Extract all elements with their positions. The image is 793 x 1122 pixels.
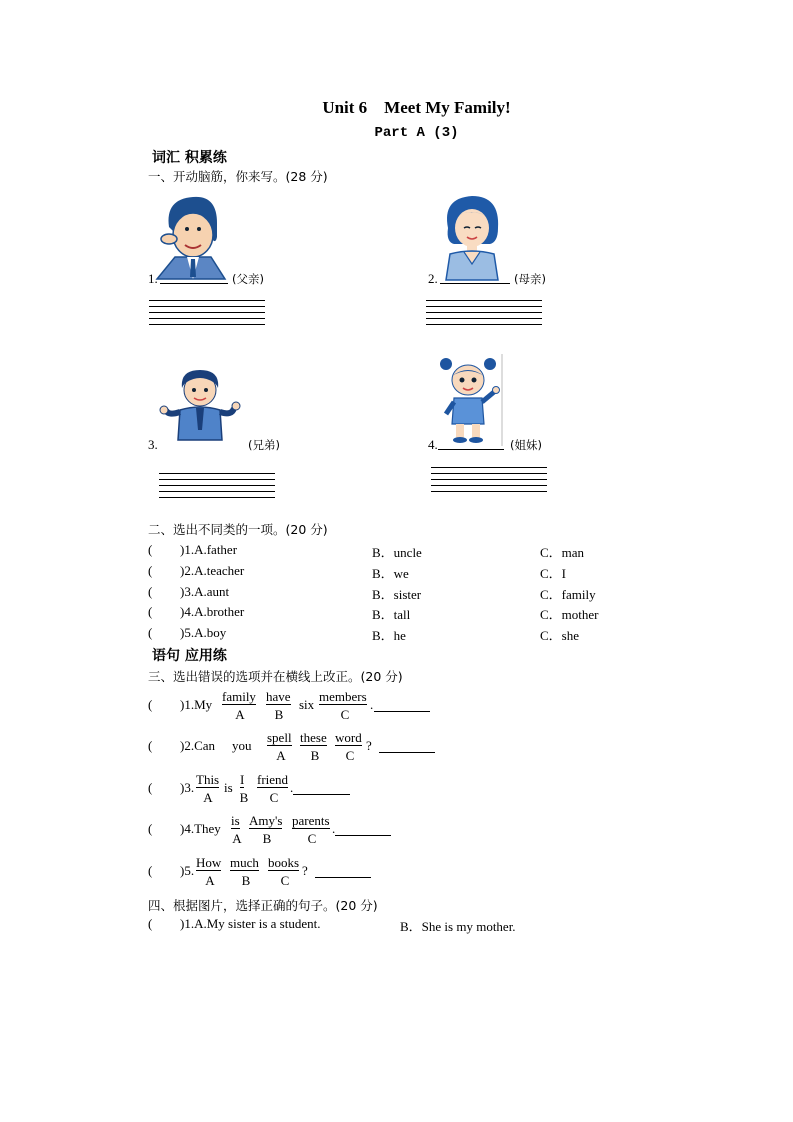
sentence-start: )1.My <box>180 697 213 712</box>
option-a: )1.A.My sister is a student. <box>180 916 321 931</box>
option-c: C．I <box>540 566 567 581</box>
word-c: books <box>268 855 300 870</box>
sentence-end: ? <box>366 738 372 753</box>
item2-number: 2. <box>428 271 438 286</box>
option-b: B．She is my mother. <box>400 919 516 934</box>
answer-paren[interactable]: ( <box>148 625 153 640</box>
sentence-end: . <box>290 780 294 795</box>
section4-heading: 四、根据图片，选择正确的句子。(20 分) <box>148 898 378 913</box>
label-b: B <box>241 873 251 888</box>
category-vocab: 词汇 积累练 <box>152 150 227 166</box>
label-c: C <box>307 831 317 846</box>
option-b: B．tall <box>372 607 411 622</box>
page-title: Unit 6 Meet My Family! <box>322 98 511 117</box>
answer-paren[interactable]: ( <box>148 863 153 878</box>
option-c: C．man <box>540 545 585 560</box>
item1-number: 1. <box>148 271 158 286</box>
sister-picture <box>436 352 506 448</box>
label-b: B <box>239 790 249 805</box>
answer-paren[interactable]: ( <box>148 604 153 619</box>
correction-line[interactable] <box>379 752 435 753</box>
mother-picture <box>440 192 504 282</box>
word-a: How <box>196 855 222 870</box>
option-b: B．uncle <box>372 545 422 560</box>
word-a: is <box>231 813 240 828</box>
word-c: friend <box>257 772 289 787</box>
word-b: I <box>240 772 245 787</box>
option-b: B．we <box>372 566 409 581</box>
option-b: B．sister <box>372 587 422 602</box>
answer-paren[interactable]: ( <box>148 563 153 578</box>
page-subtitle: Part A (3) <box>374 125 459 141</box>
answer-paren[interactable]: ( <box>148 697 153 712</box>
word-b: Amy's <box>249 813 283 828</box>
item4-number: 4. <box>428 437 438 452</box>
section3-heading: 三、选出错误的选项并在横线上改正。(20 分) <box>148 669 403 684</box>
label-c: C <box>280 873 290 888</box>
correction-line[interactable] <box>315 877 371 878</box>
label-a: A <box>276 748 286 763</box>
option-c: C．family <box>540 587 596 602</box>
sentence-end: ? <box>302 863 308 878</box>
label-a: A <box>232 831 242 846</box>
label-b: B <box>310 748 320 763</box>
brother-picture <box>158 366 242 442</box>
option-a: )1.A.father <box>180 542 238 557</box>
word-b: these <box>300 730 327 745</box>
correction-line[interactable] <box>335 835 391 836</box>
answer-paren[interactable]: ( <box>148 738 153 753</box>
option-a: )2.A.teacher <box>180 563 245 578</box>
sentence-mid: is <box>224 780 233 795</box>
option-c: C．mother <box>540 607 599 622</box>
word-c: parents <box>292 813 330 828</box>
answer-paren[interactable]: ( <box>148 780 153 795</box>
option-c: C．she <box>540 628 580 643</box>
option-b: B．he <box>372 628 406 643</box>
sentence-mid: six <box>299 697 315 712</box>
option-a: )5.A.boy <box>180 625 227 640</box>
word-a: spell <box>267 730 292 745</box>
label-a: A <box>203 790 213 805</box>
sentence-start: )4.They <box>180 821 221 836</box>
answer-paren[interactable]: ( <box>148 821 153 836</box>
father-picture <box>155 193 227 281</box>
word-c: word <box>335 730 362 745</box>
category-sentence: 语句 应用练 <box>152 648 227 664</box>
sentence-end: . <box>332 821 336 836</box>
item3-hint: (兄弟) <box>248 438 280 452</box>
sentence-start: )5. <box>180 863 195 878</box>
sentence-start: )3. <box>180 780 195 795</box>
correction-line[interactable] <box>374 711 430 712</box>
item4-hint: (姐妹) <box>510 438 542 452</box>
label-b: B <box>274 707 284 722</box>
word-b: much <box>230 855 259 870</box>
label-a: A <box>205 873 215 888</box>
answer-paren[interactable]: ( <box>148 584 153 599</box>
item3-number: 3. <box>148 437 158 452</box>
word-c: members <box>319 689 367 704</box>
option-a: )4.A.brother <box>180 604 245 619</box>
word-a: This <box>196 772 220 787</box>
item1-hint: (父亲) <box>232 272 264 286</box>
sentence-end: . <box>370 697 374 712</box>
item2-hint: (母亲) <box>514 272 546 286</box>
label-c: C <box>269 790 279 805</box>
sentence-start: )2.Can <box>180 738 216 753</box>
label-a: A <box>235 707 245 722</box>
word-b: have <box>266 689 291 704</box>
label-c: C <box>340 707 350 722</box>
correction-line[interactable] <box>293 794 350 795</box>
label-b: B <box>262 831 272 846</box>
answer-paren[interactable]: ( <box>148 542 153 557</box>
label-c: C <box>345 748 355 763</box>
section2-heading: 二、选出不同类的一项。(20 分) <box>148 522 328 537</box>
sentence-word: you <box>232 738 252 753</box>
section1-heading: 一、开动脑筋，你来写。(28 分) <box>148 169 328 184</box>
word-a: family <box>222 689 256 704</box>
option-a: )3.A.aunt <box>180 584 230 599</box>
answer-paren[interactable]: ( <box>148 916 153 931</box>
